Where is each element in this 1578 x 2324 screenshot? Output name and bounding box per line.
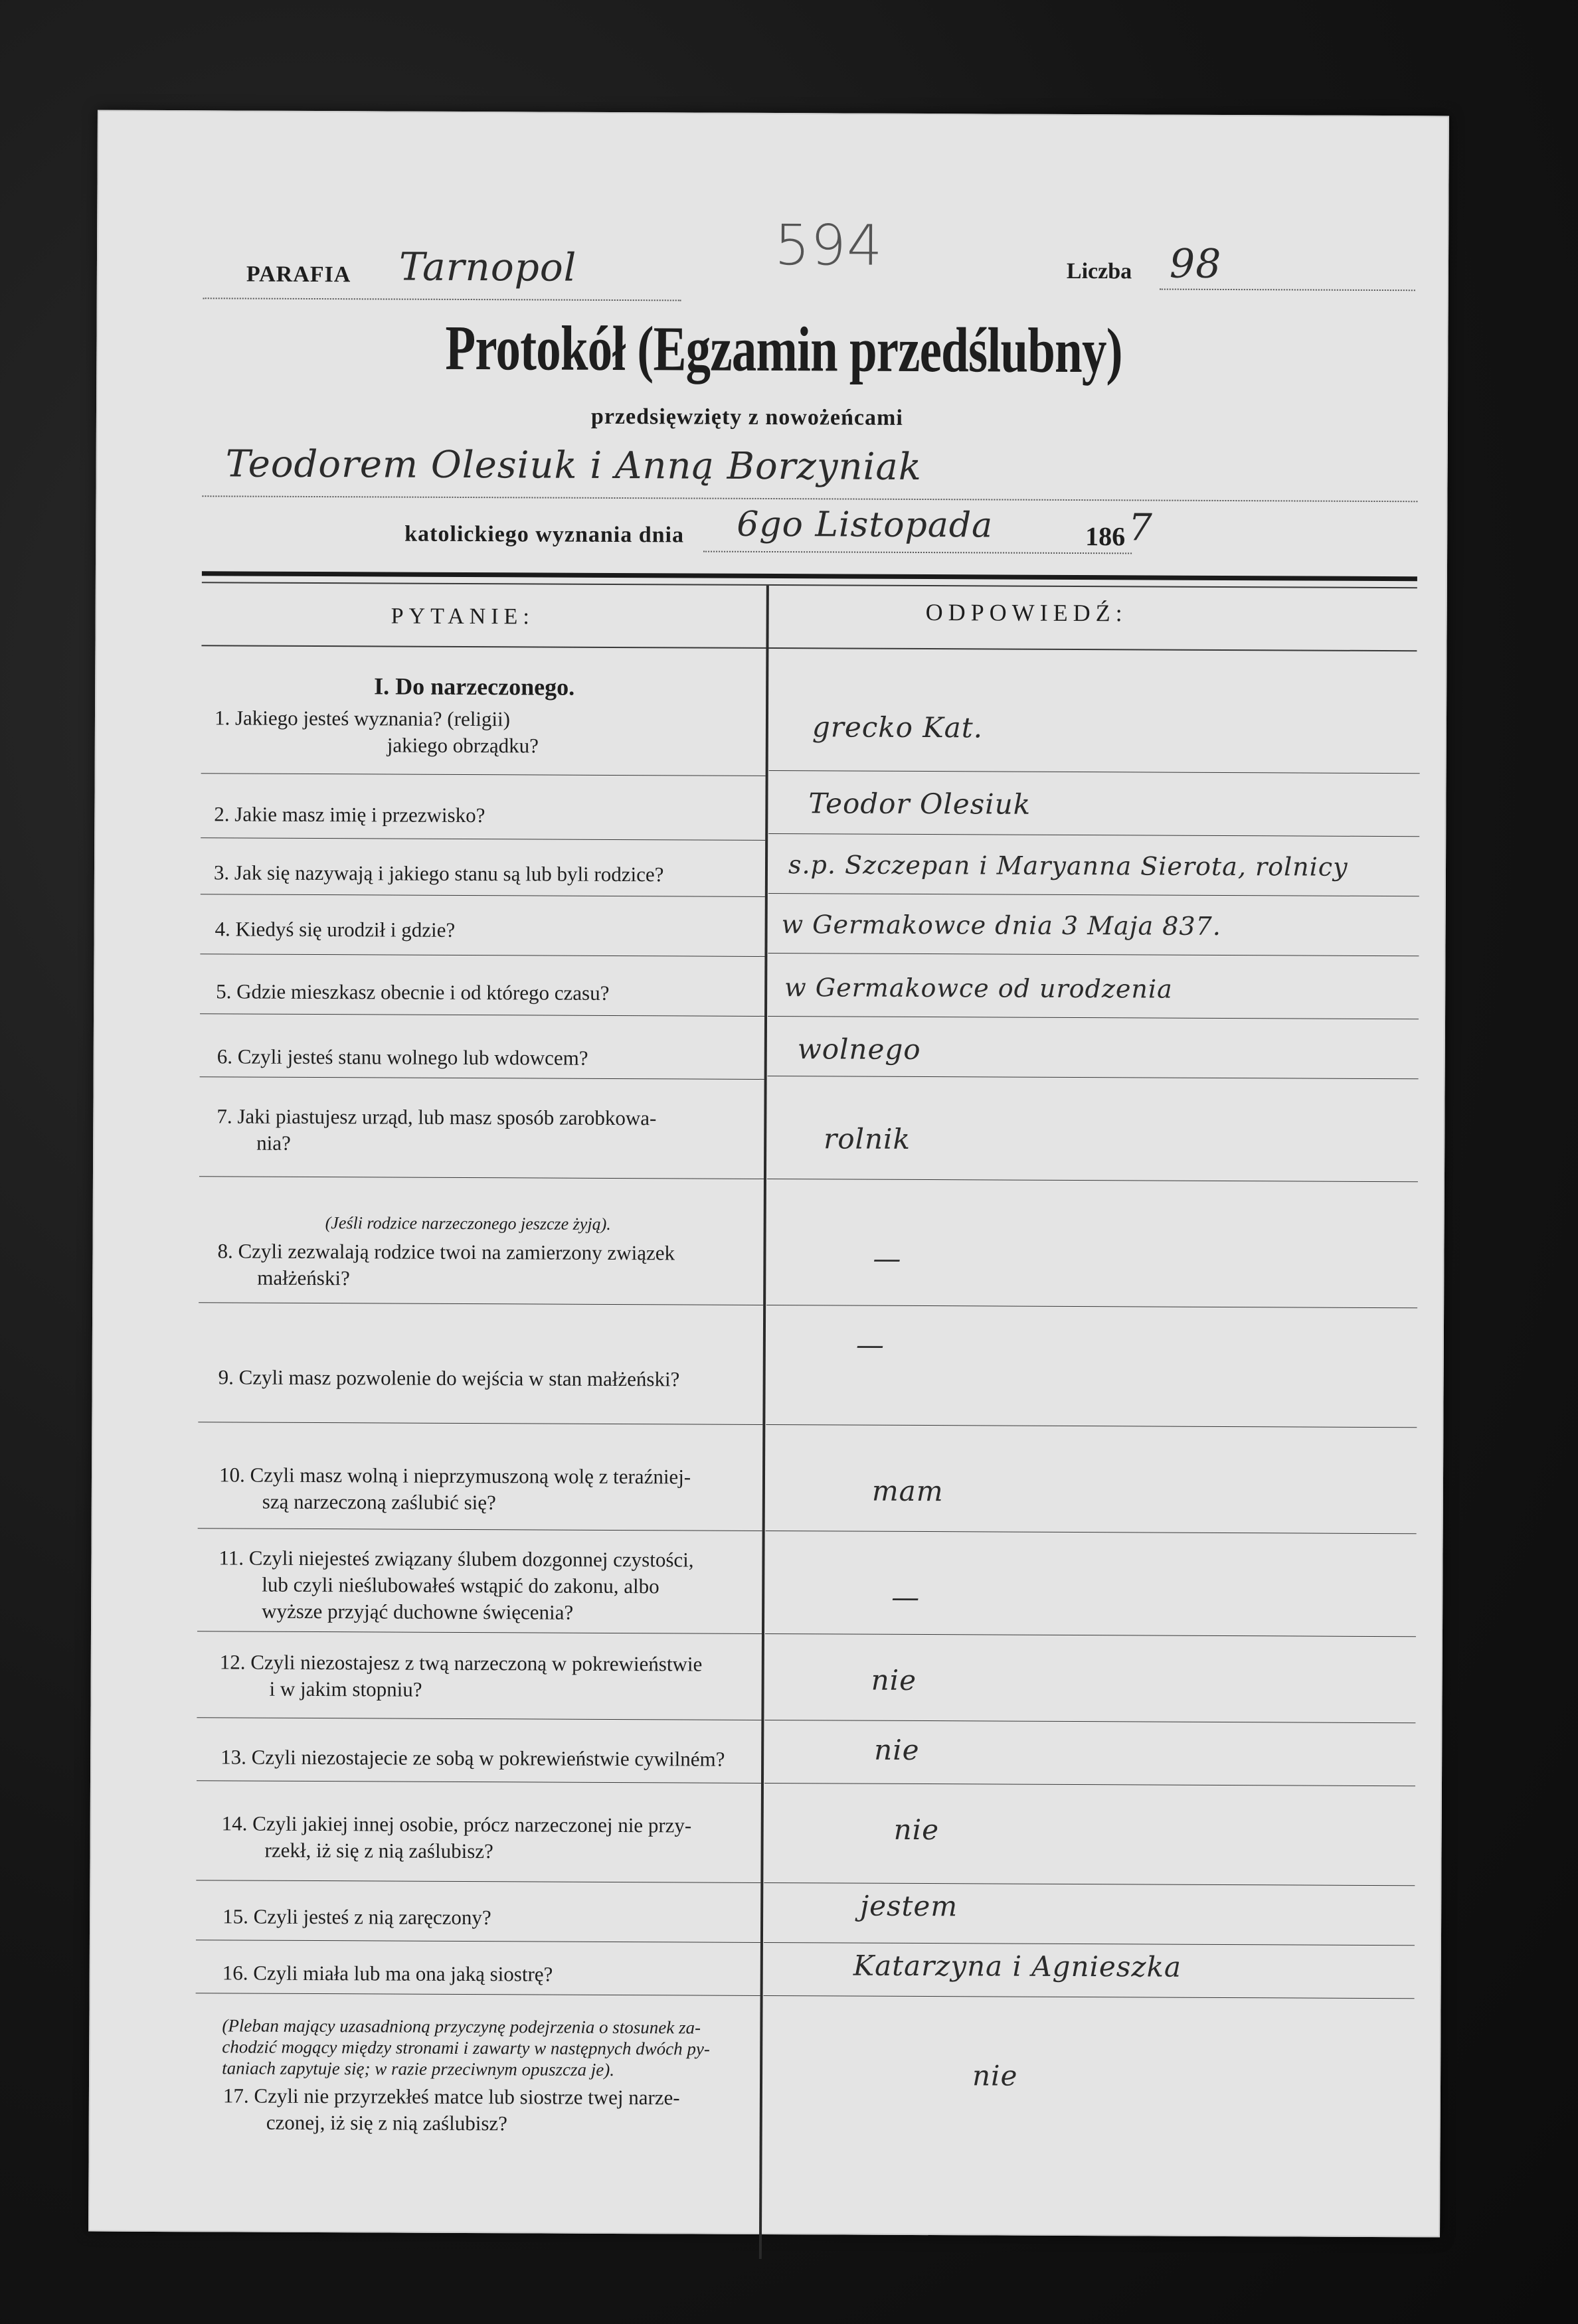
answer-17: nie [972,2059,1018,2092]
question-3: 3. Jak się nazywają i jakiego stanu są lub byli rodzice? [213,861,664,886]
answer-2: Teodor Olesiuk [808,787,1031,821]
question-10: 10. Czyli masz wolną i nieprzymuszoną wolę z teraźniej- szą narzeczoną zaślubić się? [219,1463,691,1515]
answer-6: wolnego [797,1033,921,1066]
question-17-note: (Pleban mający uzasadnioną przyczynę podejrzenia o stosunek za- chodzić mogący między stronami i zawarty w następnych dwóch py- taniach zapytuje się; w razie przeciwnym opuszcza je). [222,2015,710,2080]
date-label: katolickiego wyznania dnia [404,521,685,548]
parish-value: Tarnopol [398,244,577,290]
column-answer-heading: ODPOWIEDŹ: [925,599,1128,627]
question-11: 11. Czyli niejesteś związany ślubem dozgonnej czystości, lub czyli nieślubowałeś wstąpić do zakonu, albo wyższe przyjąć duchowne święcenia? [219,1546,694,1624]
answer-9: — [855,1328,885,1361]
question-2: 2. Jakie masz imię i przezwisko? [214,802,485,827]
couple-names: Teodorem Olesiuk i Anną Borzyniak [225,442,922,489]
question-1: 1. Jakiego jesteś wyznania? (religii) jakiego obrządku? [214,706,539,758]
answer-4: w Germakowce dnia 3 Maja 837. [781,910,1221,941]
column-question-heading: PYTANIE: [391,604,535,629]
question-7: 7. Jaki piastujesz urząd, lub masz sposób zarobkowa- nia? [217,1104,657,1155]
question-13: 13. Czyli niezostajecie ze sobą w pokrewieństwie cywilném? [220,1745,725,1771]
question-8: 8. Czyli zezwalają rodzice twoi na zamierzony związek małżeński? [217,1239,675,1290]
question-15: 15. Czyli jesteś z nią zaręczony? [222,1904,491,1930]
answer-3: s.p. Szczepan i Maryanna Sierota, rolnicy [788,850,1348,882]
answer-7: rolnik [824,1122,911,1155]
date-value: 6go Listopada [737,504,994,546]
question-5: 5. Gdzie mieszkasz obecnie i od którego czasu? [216,979,610,1005]
page-title: Protokół (Egzamin przedślubny) [445,311,1123,386]
answer-5: w Germakowce od urodzenia [784,973,1173,1004]
year-prefix: 186 [1085,521,1126,552]
section-heading: I. Do narzeczonego. [374,673,575,701]
archive-number: 594 [774,212,883,278]
answer-13: nie [874,1733,920,1766]
answer-10: mam [871,1474,944,1508]
answer-15: jestem [860,1889,958,1923]
answer-16: Katarzyna i Agnieszka [853,1949,1182,1983]
question-8-note: (Jeśli rodzice narzeczonego jeszcze żyją). [325,1213,611,1234]
answer-8: — [873,1242,902,1275]
question-6: 6. Czyli jesteś stanu wolnego lub wdowcem? [217,1044,588,1070]
answer-1: grecko Kat. [812,710,984,744]
parish-label: PARAFIA [246,262,351,288]
answer-11: — [891,1580,920,1614]
question-16: 16. Czyli miała lub ma ona jaką siostrę? [222,1961,553,1986]
number-value: 98 [1169,240,1222,288]
answer-14: nie [893,1813,940,1847]
question-9: 9. Czyli masz pozwolenie do wejścia w stan małżeński? [218,1365,680,1391]
year-suffix: 7 [1128,506,1154,550]
number-label: Liczba [1066,258,1132,284]
document-page [88,110,1449,2238]
question-4: 4. Kiedyś się urodził i gdzie? [215,917,456,942]
question-12: 12. Czyli niezostajesz z twą narzeczoną w pokrewieństwie i w jakim stopniu? [219,1650,703,1701]
answer-12: nie [871,1663,917,1697]
question-14: 14. Czyli jakiej innej osobie, prócz narzeczonej nie przy- rzekł, iż się z nią zaślubisz? [221,1811,692,1863]
page-subtitle: przedsięwzięty z nowożeńcami [590,404,903,430]
question-17: 17. Czyli nie przyrzekłeś matce lub siostrze twej narze- czonej, iż się z nią zaślubisz? [222,2084,680,2135]
